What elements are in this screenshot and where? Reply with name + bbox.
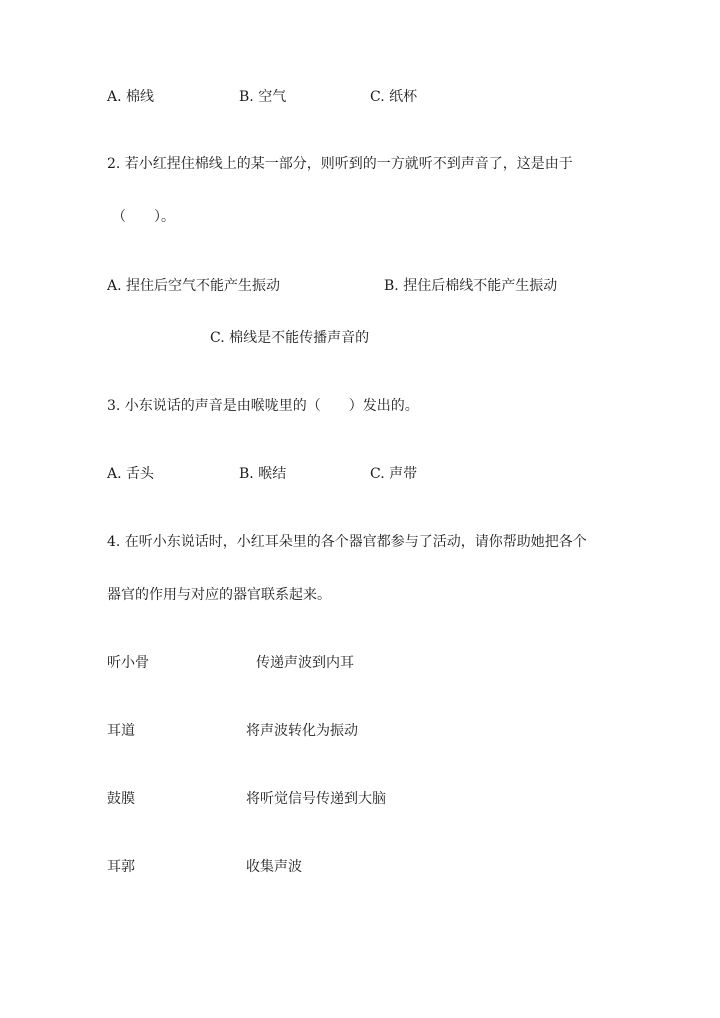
q4-organ: 耳道 bbox=[107, 723, 135, 739]
q1-option-c: C. 纸杯 bbox=[370, 89, 418, 105]
q4-function: 将听觉信号传递到大脑 bbox=[246, 791, 386, 807]
q1-option-a: A. 棉线 bbox=[107, 89, 155, 105]
q4-organ: 耳郭 bbox=[107, 859, 135, 875]
q2-option-a: A. 捏住后空气不能产生振动 bbox=[107, 278, 281, 294]
q3-option-c: C. 声带 bbox=[370, 466, 418, 482]
q2-stem-line2: （ ）。 bbox=[112, 209, 175, 225]
q3-stem: 3. 小东说话的声音是由喉咙里的（ ）发出的。 bbox=[107, 398, 419, 414]
q4-organ: 鼓膜 bbox=[107, 791, 135, 807]
q2-option-c: C. 棉线是不能传播声音的 bbox=[210, 330, 370, 346]
q4-stem-line1: 4. 在听小东说话时，小红耳朵里的各个器官都参与了活动，请你帮助她把各个 bbox=[107, 534, 587, 550]
q2-stem-line1: 2. 若小红捏住棉线上的某一部分，则听到的一方就听不到声音了，这是由于 bbox=[107, 156, 573, 172]
q4-function: 传递声波到内耳 bbox=[256, 655, 354, 671]
q4-organ: 听小骨 bbox=[107, 655, 149, 671]
q3-option-b: B. 喉结 bbox=[239, 466, 287, 482]
q4-stem-line2: 器官的作用与对应的器官联系起来。 bbox=[107, 587, 331, 603]
q3-option-a: A. 舌头 bbox=[107, 466, 155, 482]
q2-option-b: B. 捏住后棉线不能产生振动 bbox=[384, 278, 558, 294]
q1-option-b: B. 空气 bbox=[239, 89, 287, 105]
q4-function: 将声波转化为振动 bbox=[246, 723, 358, 739]
q4-function: 收集声波 bbox=[246, 859, 302, 875]
